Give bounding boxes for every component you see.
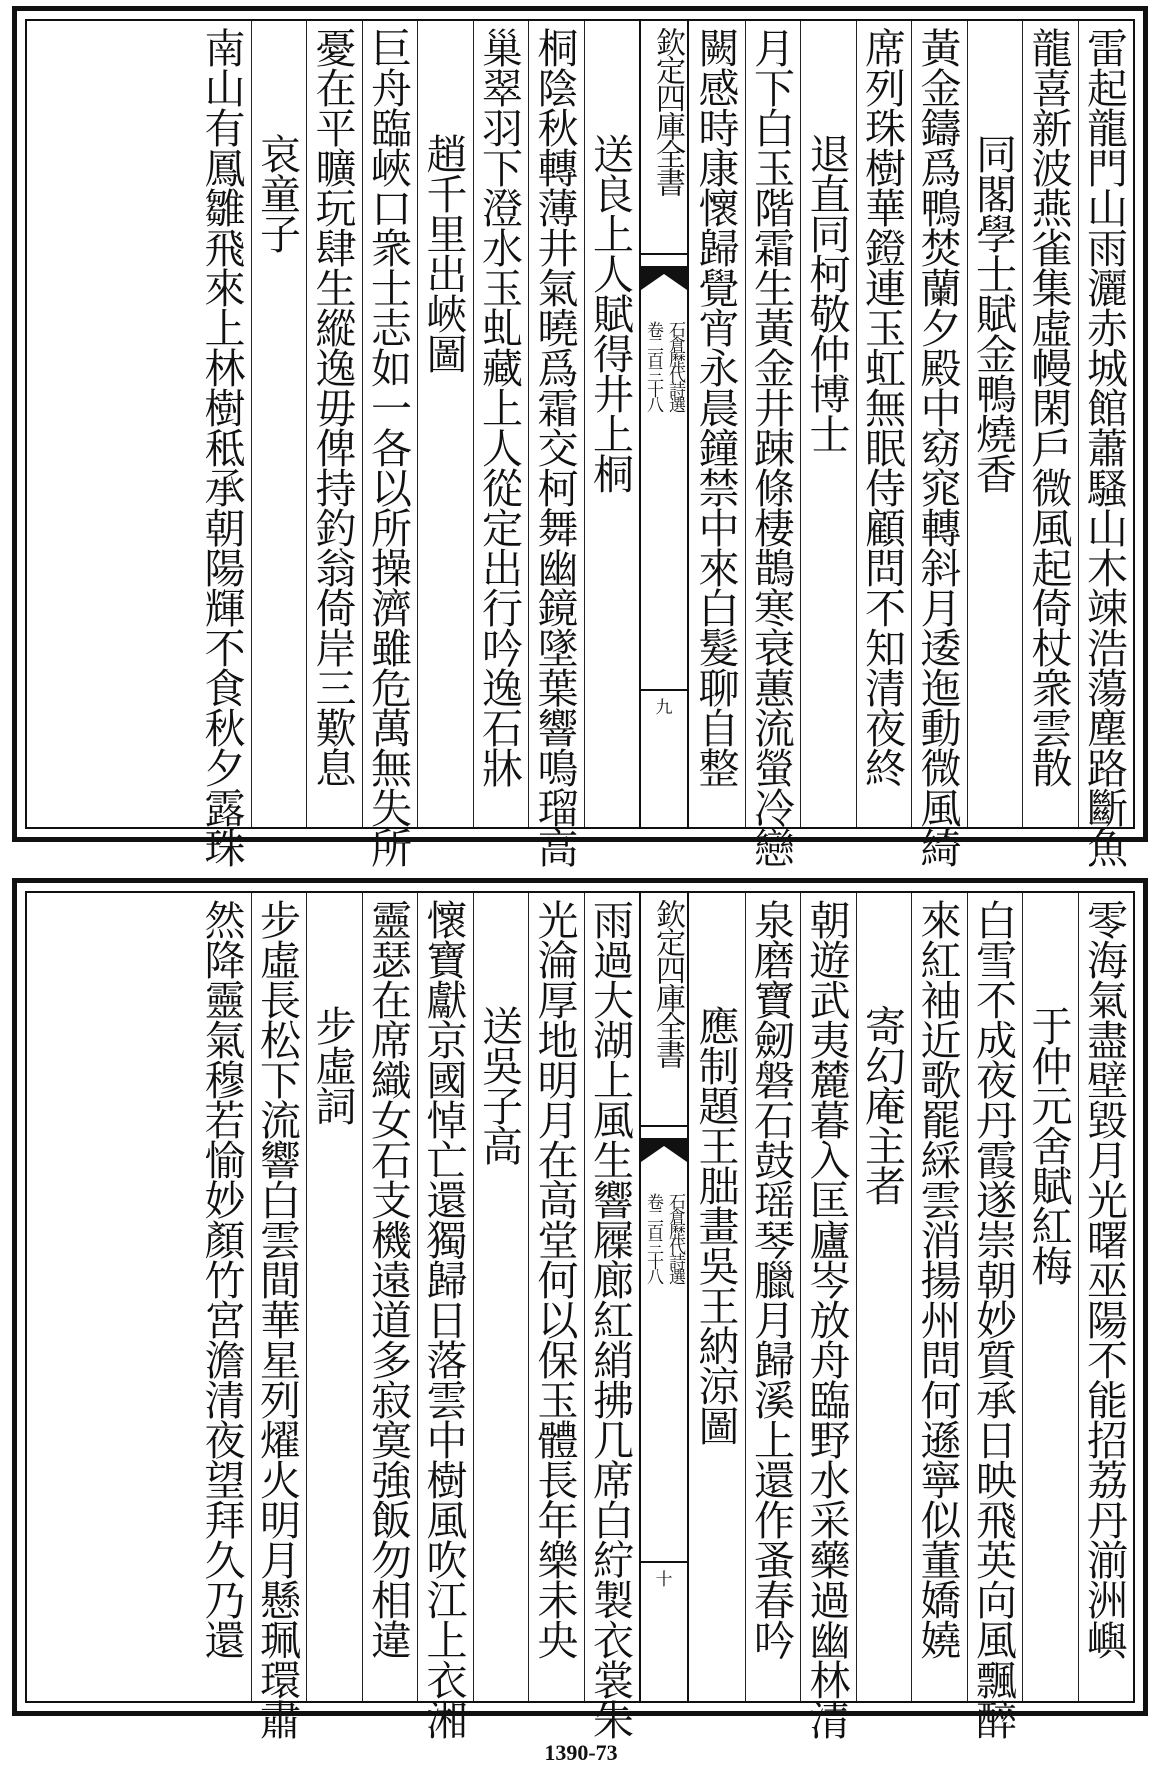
text-column xyxy=(689,893,745,1701)
text-column xyxy=(362,21,418,867)
poem-line: 步虛長松下流響白雲間華星列燿火明月懸珮環肅 xyxy=(253,899,301,1739)
page-footer-number: 1390-73 xyxy=(544,1740,618,1765)
poem-line: 白雪不成夜丹霞遂崇朝妙質承日映飛英向風飄醉 xyxy=(969,899,1017,1739)
text-column xyxy=(251,893,307,1739)
text-column xyxy=(195,21,251,867)
divider xyxy=(641,689,687,691)
poem-line: 月下白玉階霜生黃金井踈條棲鵲寒衰蕙流螢冷戀 xyxy=(747,27,795,867)
poem-title: 應制題王朏畫吳王納涼圖 xyxy=(691,1005,740,1445)
text-column xyxy=(800,21,856,827)
poem-title: 同閣學士賦金鴨燒香 xyxy=(969,133,1017,493)
bottom-page xyxy=(12,878,1148,1739)
text-column xyxy=(967,21,1023,827)
poem-title: 送吳子高 xyxy=(475,1005,523,1165)
leaf-number: 九 xyxy=(655,698,673,718)
text-column xyxy=(417,893,473,1739)
text-column xyxy=(1022,21,1078,827)
poem-line: 桐陰秋轉薄井氣曉爲霜交柯舞幽鏡墜葉響鳴瑠高 xyxy=(530,27,579,867)
text-column xyxy=(473,893,529,1701)
divider xyxy=(641,253,687,255)
center-margin-column xyxy=(639,21,689,827)
text-column xyxy=(584,893,640,1739)
text-column xyxy=(306,893,362,1701)
poem-line: 龍喜新波燕雀集虛幔閑戶微風起倚杖衆雲散 xyxy=(1024,27,1073,787)
bottom-page-frame xyxy=(25,891,1135,1739)
poem-line: 席列珠樹華鐙連玉虹無眠侍顧問不知清夜終 xyxy=(858,27,906,787)
text-column xyxy=(528,21,584,867)
text-column xyxy=(1078,893,1134,1701)
text-column xyxy=(911,21,967,867)
text-column xyxy=(306,21,362,827)
poem-line: 懷寶獻京國悼亡還獨歸日落雲中樹風吹江上衣湘 xyxy=(419,899,468,1739)
text-column xyxy=(528,893,584,1701)
poem-title: 于仲元舍賦紅梅 xyxy=(1024,1005,1073,1285)
text-column xyxy=(417,21,473,827)
text-column xyxy=(195,893,251,1701)
text-column xyxy=(745,21,801,867)
collection-title: 石倉歷代詩選 xyxy=(665,321,685,411)
poem-title: 哀童子 xyxy=(253,133,301,253)
poem-title: 步虛詞 xyxy=(308,1005,357,1125)
divider xyxy=(641,1125,687,1127)
poem-line: 南山有鳳雛飛來上林樹秪承朝陽輝不食秋夕露珠 xyxy=(197,27,246,867)
top-page-frame xyxy=(25,19,1135,867)
text-column xyxy=(584,21,640,827)
divider xyxy=(641,1561,687,1563)
text-column xyxy=(1022,893,1078,1701)
poem-line: 然降靈氣穆若愉妙顏竹宮澹清夜望拜久乃還 xyxy=(197,899,246,1659)
poem-line: 光淪厚地明月在高堂何以保玉體長年樂未央 xyxy=(530,899,579,1659)
text-column xyxy=(911,893,967,1701)
text-column xyxy=(745,893,801,1701)
fish-tail-ornament-icon xyxy=(641,1138,687,1162)
text-column xyxy=(856,21,912,827)
poem-line: 雷起龍門山雨灑赤城館蕭騷山木竦浩蕩塵路斷魚 xyxy=(1080,27,1128,867)
book-title: 欽定四庫全書 xyxy=(650,899,685,1067)
text-column xyxy=(967,893,1023,1739)
poem-line: 雨過大湖上風生響屧廊紅綃拂几席白紵製衣裳朱 xyxy=(586,899,634,1739)
text-column xyxy=(800,893,856,1739)
center-margin-column xyxy=(639,893,689,1701)
volume-number: 卷二百三十八 xyxy=(643,1193,663,1283)
poem-title: 寄幻庵主者 xyxy=(858,1005,906,1205)
poem-line: 巨舟臨峽口衆士志如一各以所操濟雖危萬無失所 xyxy=(364,27,412,867)
poem-line: 泉磨寶劒磐石鼓瑶琴臘月歸溪上還作蚤春吟 xyxy=(747,899,795,1659)
poem-line: 黃金鑄爲鴨焚蘭夕殿中窈窕轉斜月逶迤動微風綺 xyxy=(913,27,962,867)
text-column xyxy=(856,893,912,1701)
leaf-number: 十 xyxy=(655,1570,673,1590)
poem-title: 送良上人賦得井上桐 xyxy=(586,133,634,493)
poem-title: 趙千里出峽圖 xyxy=(419,133,468,373)
top-page xyxy=(12,6,1148,867)
poem-line: 闕感時康懷歸覺宵永晨鐘禁中來白髮聊自整 xyxy=(691,27,740,787)
text-column xyxy=(689,21,745,827)
text-column xyxy=(362,893,418,1701)
text-column xyxy=(1078,21,1134,867)
poem-line: 零海氣盡壁毀月光曙巫陽不能招荔丹湔洲嶼 xyxy=(1080,899,1128,1659)
volume-number: 卷二百三十八 xyxy=(643,321,663,411)
book-title: 欽定四庫全書 xyxy=(650,27,685,195)
collection-title: 石倉歷代詩選 xyxy=(665,1193,685,1283)
poem-line: 來紅袖近歌罷綵雲消揚州問何遜寧似董嬌嬈 xyxy=(913,899,962,1659)
poem-line: 朝遊武夷麓暮入匡廬岑放舟臨野水采藥過幽林清 xyxy=(802,899,851,1739)
poem-line: 靈瑟在席織女石支機遠道多寂寞強飯勿相違 xyxy=(364,899,412,1659)
poem-line: 憂在平曠玩肆生縱逸毋俾持釣翁倚岸三歎息 xyxy=(308,27,357,787)
text-column xyxy=(251,21,307,827)
fish-tail-ornament-icon xyxy=(641,266,687,290)
poem-line: 巢翠羽下澄水玉虬藏上人從定出行吟逸石牀 xyxy=(475,27,523,787)
poem-title: 退直同柯敬仲博士 xyxy=(802,133,851,453)
text-column xyxy=(473,21,529,827)
